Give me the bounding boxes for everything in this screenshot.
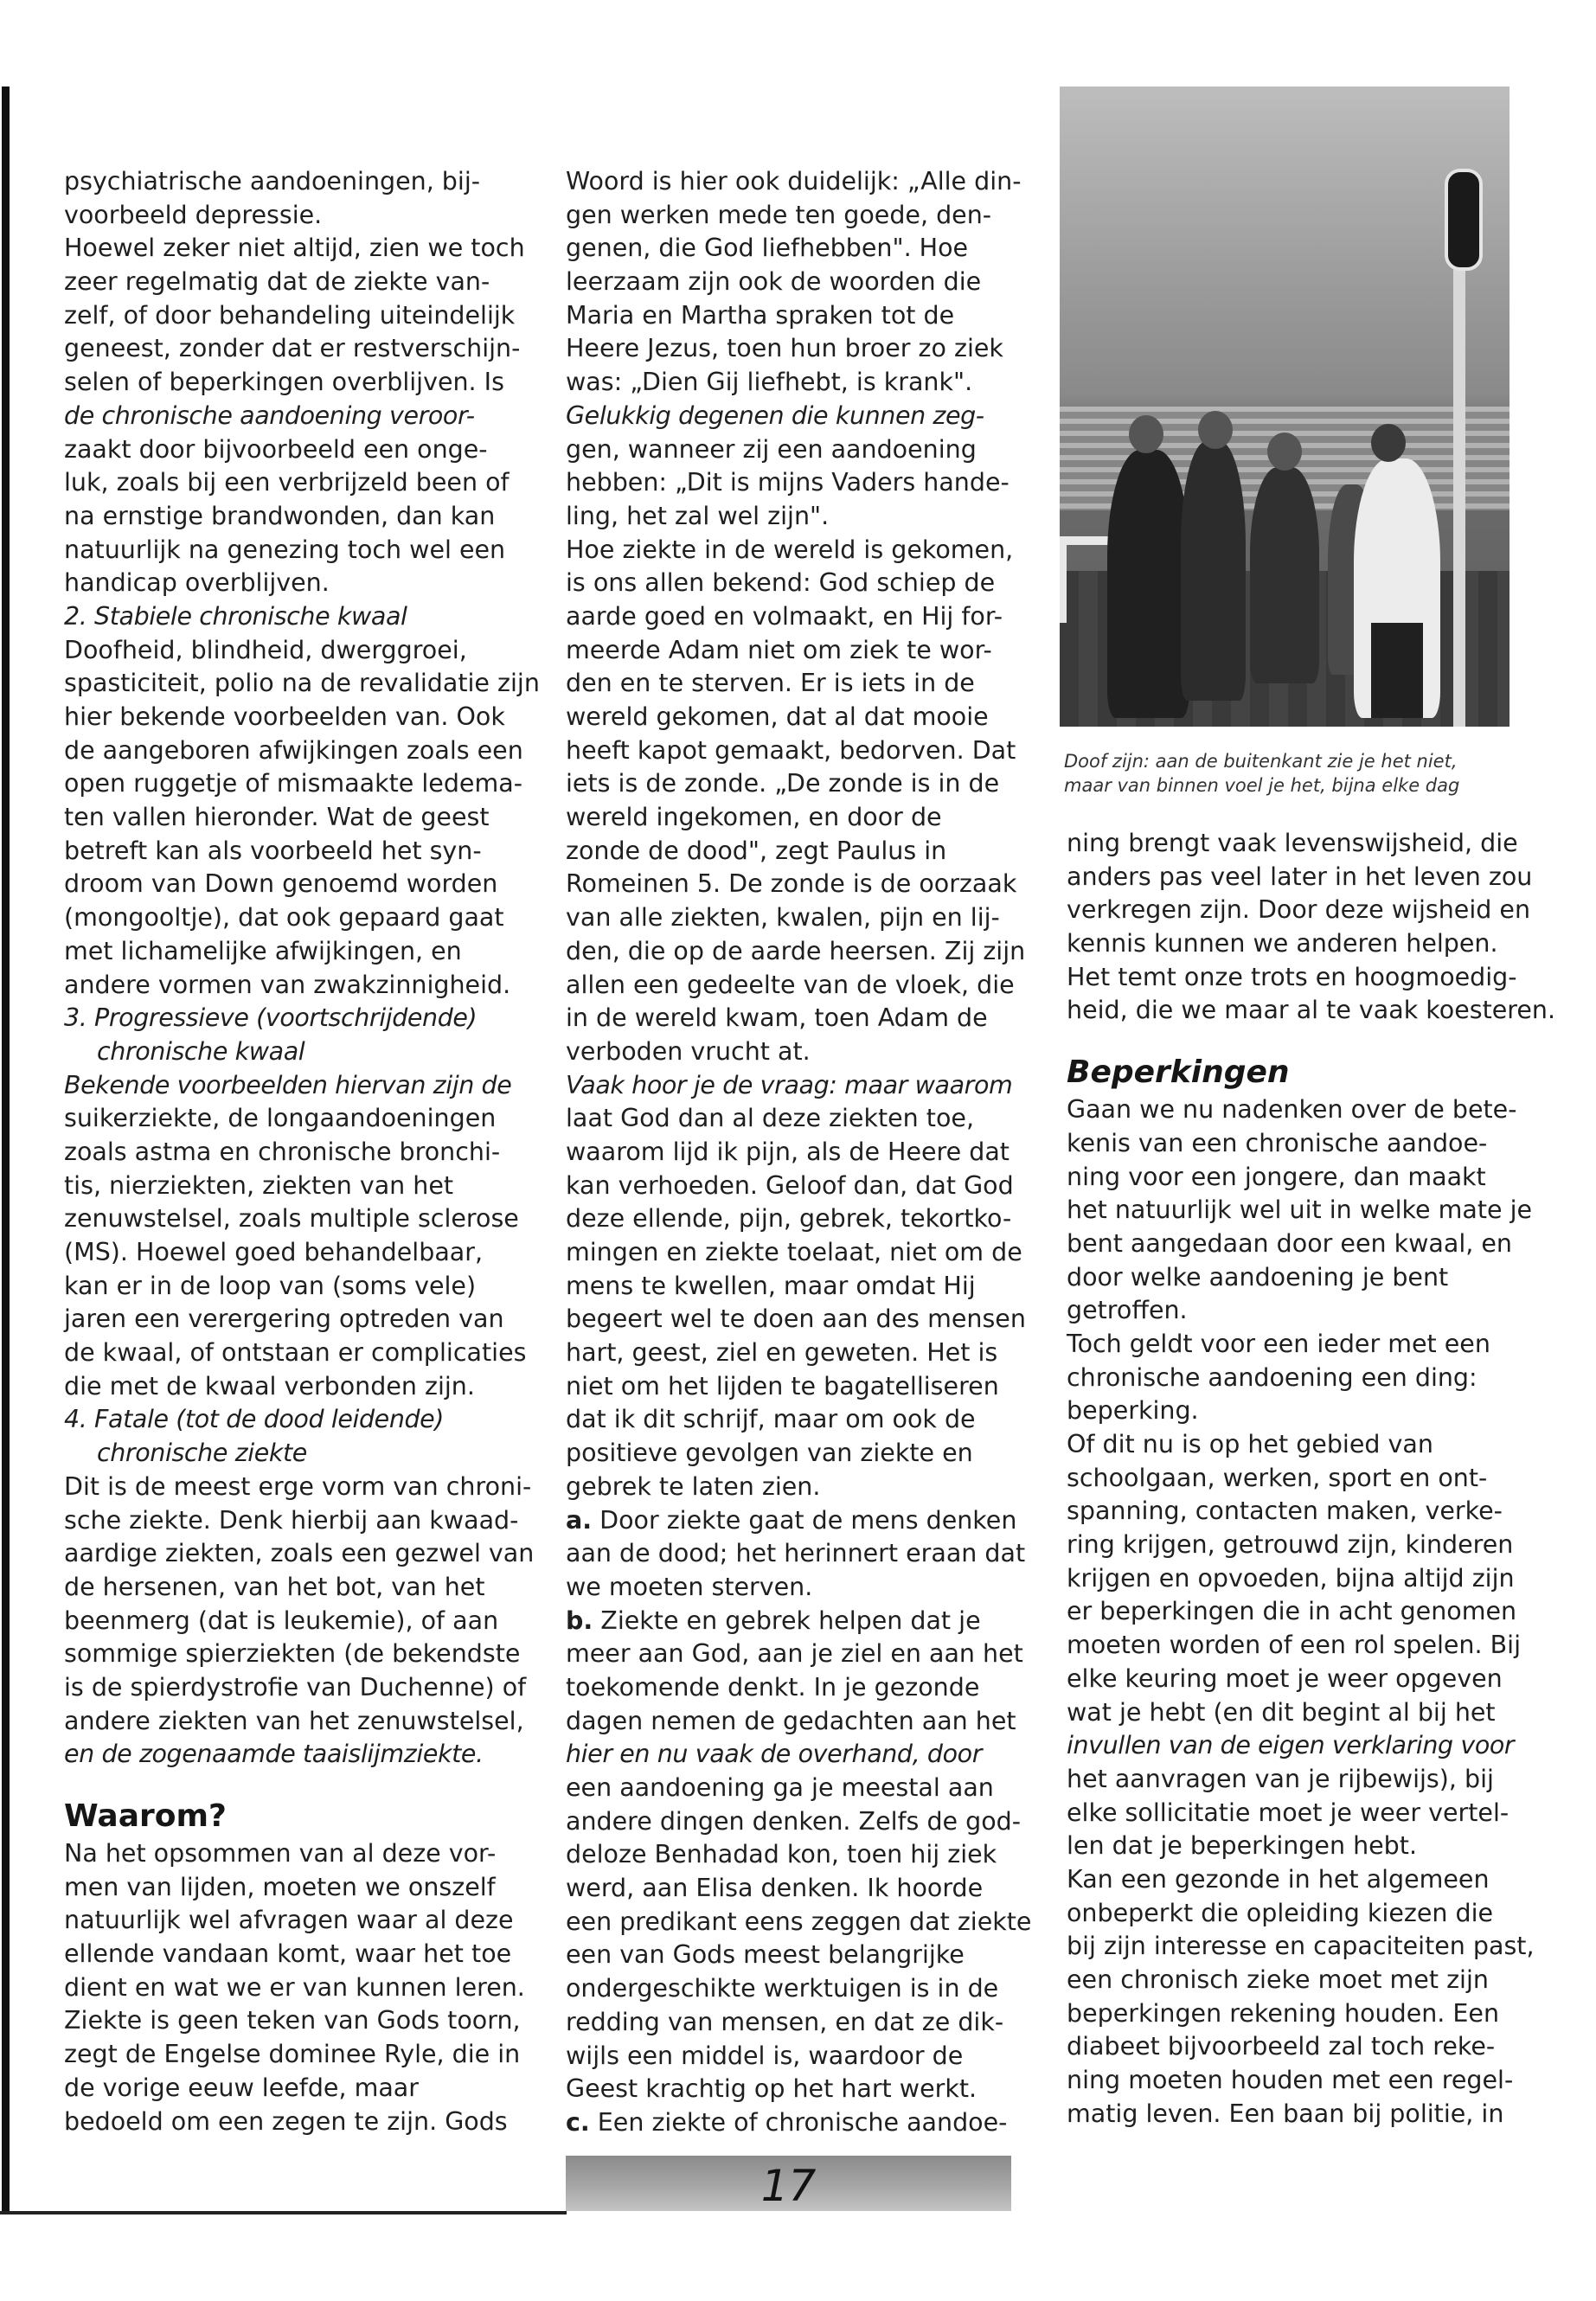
text-line: getroffen. [1067,1296,1188,1325]
text-line: was: „Dien Gij liefhebt, is krank". [566,368,973,397]
text-line: niet om het lijden te bagatelliseren [566,1371,999,1400]
left-column [64,165,540,2138]
text-line: betreft kan als voorbeeld het syn- [64,836,482,865]
text-line: dagen nemen de gedachten aan het [566,1706,1016,1735]
text-line: allen een gedeelte van de vloek, die [566,970,1015,999]
text-line: Heere Jezus, toen hun broer zo ziek [566,334,1003,363]
text-line: een chronisch zieke moet met zijn [1067,1965,1489,1994]
text-line: kennis kunnen we anderen helpen. [1067,929,1498,958]
text-line: door welke aandoening je bent [1067,1262,1449,1292]
text-line: bij zijn interesse en capaciteiten past, [1067,1932,1535,1961]
text-line: spasticiteit, polio na de revalidatie zijn [64,669,540,698]
text-line: ning brengt vaak levenswijsheid, die [1067,829,1518,857]
text-line: werd, aan Elisa denken. Ik hoorde [566,1874,984,1903]
text-line: mens te kwellen, maar omdat Hij [566,1271,976,1300]
text-line: beenmerg (dat is leukemie), of aan [64,1606,499,1635]
text-line: diabeet bijvoorbeeld zal toch reke- [1067,2032,1496,2061]
text-line [566,1605,1016,1638]
text-line: Gaan we nu nadenken over de bete- [1067,1095,1517,1125]
photo-person [1250,467,1319,683]
photo-head [1198,411,1233,449]
text-line: sommige spierziekten (de bekendste [64,1639,521,1669]
text-line: ling, het zal wel zijn". [566,501,830,530]
text-line: een van Gods meest belangrijke [566,1940,965,1970]
text-line: moeten worden of een rol spelen. Bij [1067,1631,1521,1660]
text-line: 2. Stabiele chronische kwaal [64,601,407,631]
text-line: bedoeld om een zegen te zijn. Gods [64,2106,508,2136]
bottom-rule [0,2211,567,2214]
text-line: wat je hebt (en dit begint al bij het [1067,1697,1496,1727]
text-line: len dat je beperkingen hebt. [1067,1831,1417,1861]
photo-sign-pole [1453,190,1465,727]
text-line: die met de kwaal verbonden zijn. [64,1371,475,1400]
text-line: deze ellende, pijn, gebrek, tekortko- [566,1204,1012,1234]
text-line: ning voor een jongere, dan maakt [1067,1162,1486,1191]
text-line: anders pas veel later in het leven zou [1067,862,1533,891]
text-line: deloze Benhadad kon, toen hij ziek [566,1840,997,1869]
text-line: ten vallen hieronder. Wat de geest [64,803,490,832]
middle-column [566,165,1032,2140]
text-line: Dit is de meest erge vorm van chroni- [64,1471,532,1501]
text-line: handicap overblijven. [64,568,330,598]
text-line: Vaak hoor je de vraag: maar waarom [566,1070,1013,1099]
text-line: dat ik dit schrijf, maar om ook de [566,1405,976,1434]
text-line: beperking. [1067,1396,1199,1426]
text-line: matig leven. Een baan bij politie, in [1067,2099,1504,2128]
text-line: Hoewel zeker niet altijd, zien we toch [64,234,525,263]
text-line: elke sollicitatie moet je weer vertel- [1067,1798,1509,1827]
text-line: Toch geldt voor een ieder met een [1067,1329,1490,1358]
text-line: heeft kapot gemaakt, bedorven. Dat [566,735,1016,765]
text-line: redding van mensen, en dat ze dik- [566,2007,1004,2036]
text-line: Na het opsommen van al deze vor- [64,1839,497,1868]
text-line: men van lijden, moeten we onszelf [64,1872,496,1901]
text-line: toekomende denkt. In je gezonde [566,1672,980,1702]
text-line: droom van Down genoemd worden [64,869,498,899]
text-line: Bekende voorbeelden hiervan zijn de [64,1070,512,1099]
text-line: dient en wat we er van kunnen leren. [64,1972,525,2002]
text-line: krijgen en opvoeden, bijna altijd zijn [1067,1563,1515,1593]
text-line: de kwaal, of ontstaan er complicaties [64,1338,527,1368]
text-line: laat God dan al deze ziekten toe, [566,1104,975,1133]
text-line: gebrek te laten zien. [566,1471,821,1501]
text-line: ondergeschikte werktuigen is in de [566,1974,999,2003]
text-line: een aandoening ga je meestal aan [566,1773,994,1802]
text-line: hebben: „Dit is mijns Vaders hande- [566,468,1010,497]
text-line: kan er in de loop van (soms vele) [64,1271,477,1300]
photo-deaf-youth-at-beach [1060,87,1509,727]
text-line: chronische ziekte [97,1439,307,1468]
text-line: kenis van een chronische aandoe- [1067,1128,1488,1157]
text-line: de aangeboren afwijkingen zoals een [64,735,523,765]
photo-person [1181,441,1246,701]
text-line: onbeperkt die opleiding kiezen die [1067,1898,1494,1927]
text-line: zaakt door bijvoorbeeld een onge- [64,434,488,464]
text-line: Of dit nu is op het gebied van [1067,1430,1433,1458]
text-line: invullen van de eigen verklaring voor [1067,1731,1515,1760]
text-line: andere ziekten van het zenuwstelsel, [64,1706,524,1735]
paragraph-gap [64,1772,514,1796]
text-line: luk, zoals bij een verbrijzeld been of [64,468,510,497]
text-line: van alle ziekten, kwalen, pijn en lij- [566,903,1000,933]
text-line: natuurlijk na genezing toch wel een [64,535,506,564]
section-heading: Waarom? [64,1798,227,1834]
text-line: ring krijgen, getrouwd zijn, kinderen [1067,1530,1514,1560]
text-line: is ons allen bekend: God schiep de [566,568,996,598]
list-text: Een ziekte of chronische aandoe- [589,2107,1008,2137]
text-line: Geest krachtig op het hart werkt. [566,2074,977,2104]
text-line: meerde Adam niet om ziek te wor- [566,635,992,664]
caption-line: maar van binnen voel je het, bijna elke dag [1064,775,1460,796]
text-line: iets is de zonde. „De zonde is in de [566,769,1000,798]
text-line: open ruggetje of mismaakte ledema- [64,769,522,798]
text-line: het aanvragen van je rijbewijs), bij [1067,1764,1494,1793]
right-column [1067,827,1556,2131]
page-number-bar [566,2156,1011,2211]
text-line: hier bekende voorbeelden van. Ook [64,702,505,731]
photo-head [1371,424,1406,462]
text-line: tis, nierziekten, ziekten van het [64,1170,454,1200]
page-number: 17 [760,2161,817,2211]
text-line: Gelukkig degenen die kunnen zeg- [566,401,984,430]
text-line: suikerziekte, de longaandoeningen [64,1104,497,1133]
photo-head [1267,433,1302,471]
text-line: zenuwstelsel, zoals multiple sclerose [64,1204,519,1234]
text-line: de vorige eeuw leefde, maar [64,2073,419,2102]
text-line: gen, wanneer zij een aandoening [566,434,977,464]
photo-head [1129,415,1163,453]
text-line: kan verhoeden. Geloof dan, dat God [566,1170,1014,1200]
text-line: verkregen zijn. Door deze wijsheid en [1067,895,1531,925]
text-line: Ziekte is geen teken van Gods toorn, [64,2006,521,2035]
text-line: ning moeten houden met een regel- [1067,2066,1514,2095]
text-line: zonde de dood", zegt Paulus in [566,836,947,865]
text-line: 3. Progressieve (voortschrijdende) [64,1003,478,1033]
text-line: meer aan God, aan je ziel en aan het [566,1639,1023,1669]
text-line: begeert wel te doen aan des mensen [566,1304,1026,1334]
text-line: Woord is hier ook duidelijk: „Alle din- [566,167,1022,195]
text-line: genen, die God liefhebben". Hoe [566,234,969,263]
text-line: sche ziekte. Denk hierbij aan kwaad- [64,1505,519,1535]
list-marker: c. [566,2107,590,2137]
text-line: Doofheid, blindheid, dwerggroei, [64,635,467,664]
list-text: Door ziekte gaat de mens denken [592,1505,1017,1535]
text-line: (mongooltje), dat ook gepaard gaat [64,903,504,933]
text-line: waarom lijd ik pijn, als de Heere dat [566,1137,1010,1166]
text-line: is de spierdystrofie van Duchenne) of [64,1672,527,1702]
section-heading: Beperkingen [1067,1054,1290,1091]
text-line: zelf, of door behandeling uiteindelijk [64,300,516,330]
list-text: Ziekte en gebrek helpen dat je [593,1606,981,1635]
text-line: er beperkingen die in acht genomen [1067,1597,1517,1626]
text-line: aardige ziekten, zoals een gezwel van [64,1539,535,1568]
text-line: de hersenen, van het bot, van het [64,1572,485,1601]
text-line: Maria en Martha spraken tot de [566,300,955,330]
text-line: wereld gekomen, dat al dat mooie [566,702,989,731]
text-line: aarde goed en volmaakt, en Hij for- [566,601,1003,631]
text-line: een predikant eens zeggen dat ziekte [566,1907,1032,1936]
text-line: Hoe ziekte in de wereld is gekomen, [566,535,1014,564]
text-line: jaren een verergering optreden van [64,1304,504,1334]
text-line: positieve gevolgen van ziekte en [566,1439,973,1468]
text-line: spanning, contacten maken, verke- [1067,1497,1503,1526]
photo-sign [1445,169,1483,271]
text-line: gen werken mede ten goede, den- [566,200,992,229]
text-line: en de zogenaamde taaislijmziekte. [64,1740,484,1769]
text-line: Het temt onze trots en hoogmoedig- [1067,962,1517,991]
text-line: den, die op de aarde heersen. Zij zijn [566,936,1026,965]
text-line: hier en nu vaak de overhand, door [566,1740,983,1769]
text-line: de chronische aandoening veroor- [64,401,475,430]
text-line: andere vormen van zwakzinnigheid. [64,970,511,999]
text-line: beperkingen rekening houden. Een [1067,1998,1500,2028]
text-line: heid, die we maar al te vaak koesteren. [1067,996,1556,1025]
text-line: aan de dood; het herinnert eraan dat [566,1539,1026,1568]
photo-caption [1064,749,1514,798]
text-line: voorbeeld depressie. [64,200,323,229]
photo-person [1107,450,1189,718]
text-line: bent aangedaan door een kwaal, en [1067,1228,1512,1258]
text-line: (MS). Hoewel goed behandelbaar, [64,1238,484,1266]
text-line: het natuurlijk wel uit in welke mate je [1067,1195,1533,1225]
text-line: na ernstige brandwonden, dan kan [64,501,496,530]
text-line: verboden vrucht at. [566,1036,811,1066]
text-line: zeer regelmatig dat de ziekte van- [64,267,490,297]
text-line: wijls een middel is, waardoor de [566,2041,964,2070]
paragraph-gap [1067,1028,1516,1052]
text-line: wereld ingekomen, en door de [566,803,942,832]
text-line: 4. Fatale (tot de dood leidende) [64,1405,445,1434]
text-line: we moeten sterven. [566,1572,813,1601]
text-line: zoals astma en chronische bronchi- [64,1137,501,1166]
text-line [566,2106,1016,2140]
text-line: den en te sterven. Er is iets in de [566,669,975,698]
text-line: selen of beperkingen overblijven. Is [64,368,504,397]
list-marker: a. [566,1505,593,1535]
text-line: schoolgaan, werken, sport en ont- [1067,1463,1488,1492]
text-line [566,1504,1016,1538]
page-edge [2,87,10,2214]
text-line: zegt de Engelse dominee Ryle, die in [64,2040,521,2069]
text-line: chronische aandoening een ding: [1067,1362,1477,1392]
text-line: mingen en ziekte toelaat, niet om de [566,1238,1022,1266]
photo-person [1354,458,1440,718]
text-line: Romeinen 5. De zonde is de oorzaak [566,869,1017,899]
text-line: psychiatrische aandoeningen, bij- [64,167,481,195]
text-line: ellende vandaan komt, waar het toe [64,1939,512,1969]
text-line: elke keuring moet je weer opgeven [1067,1663,1503,1693]
caption-line: Doof zijn: aan de buitenkant zie je het niet, [1064,751,1458,772]
text-line: met lichamelijke afwijkingen, en [64,936,462,965]
text-line: geneest, zonder dat er restverschijn- [64,334,521,363]
text-line: chronische kwaal [97,1036,305,1066]
text-line: andere dingen denken. Zelfs de god- [566,1806,1022,1836]
text-line: hart, geest, ziel en geweten. Het is [566,1338,998,1368]
text-line: natuurlijk wel afvragen waar al deze [64,1906,514,1935]
text-line: Kan een gezonde in het algemeen [1067,1864,1490,1894]
list-marker: b. [566,1606,593,1635]
text-line: leerzaam zijn ook de woorden die [566,267,982,297]
text-line: in de wereld kwam, toen Adam de [566,1003,988,1033]
